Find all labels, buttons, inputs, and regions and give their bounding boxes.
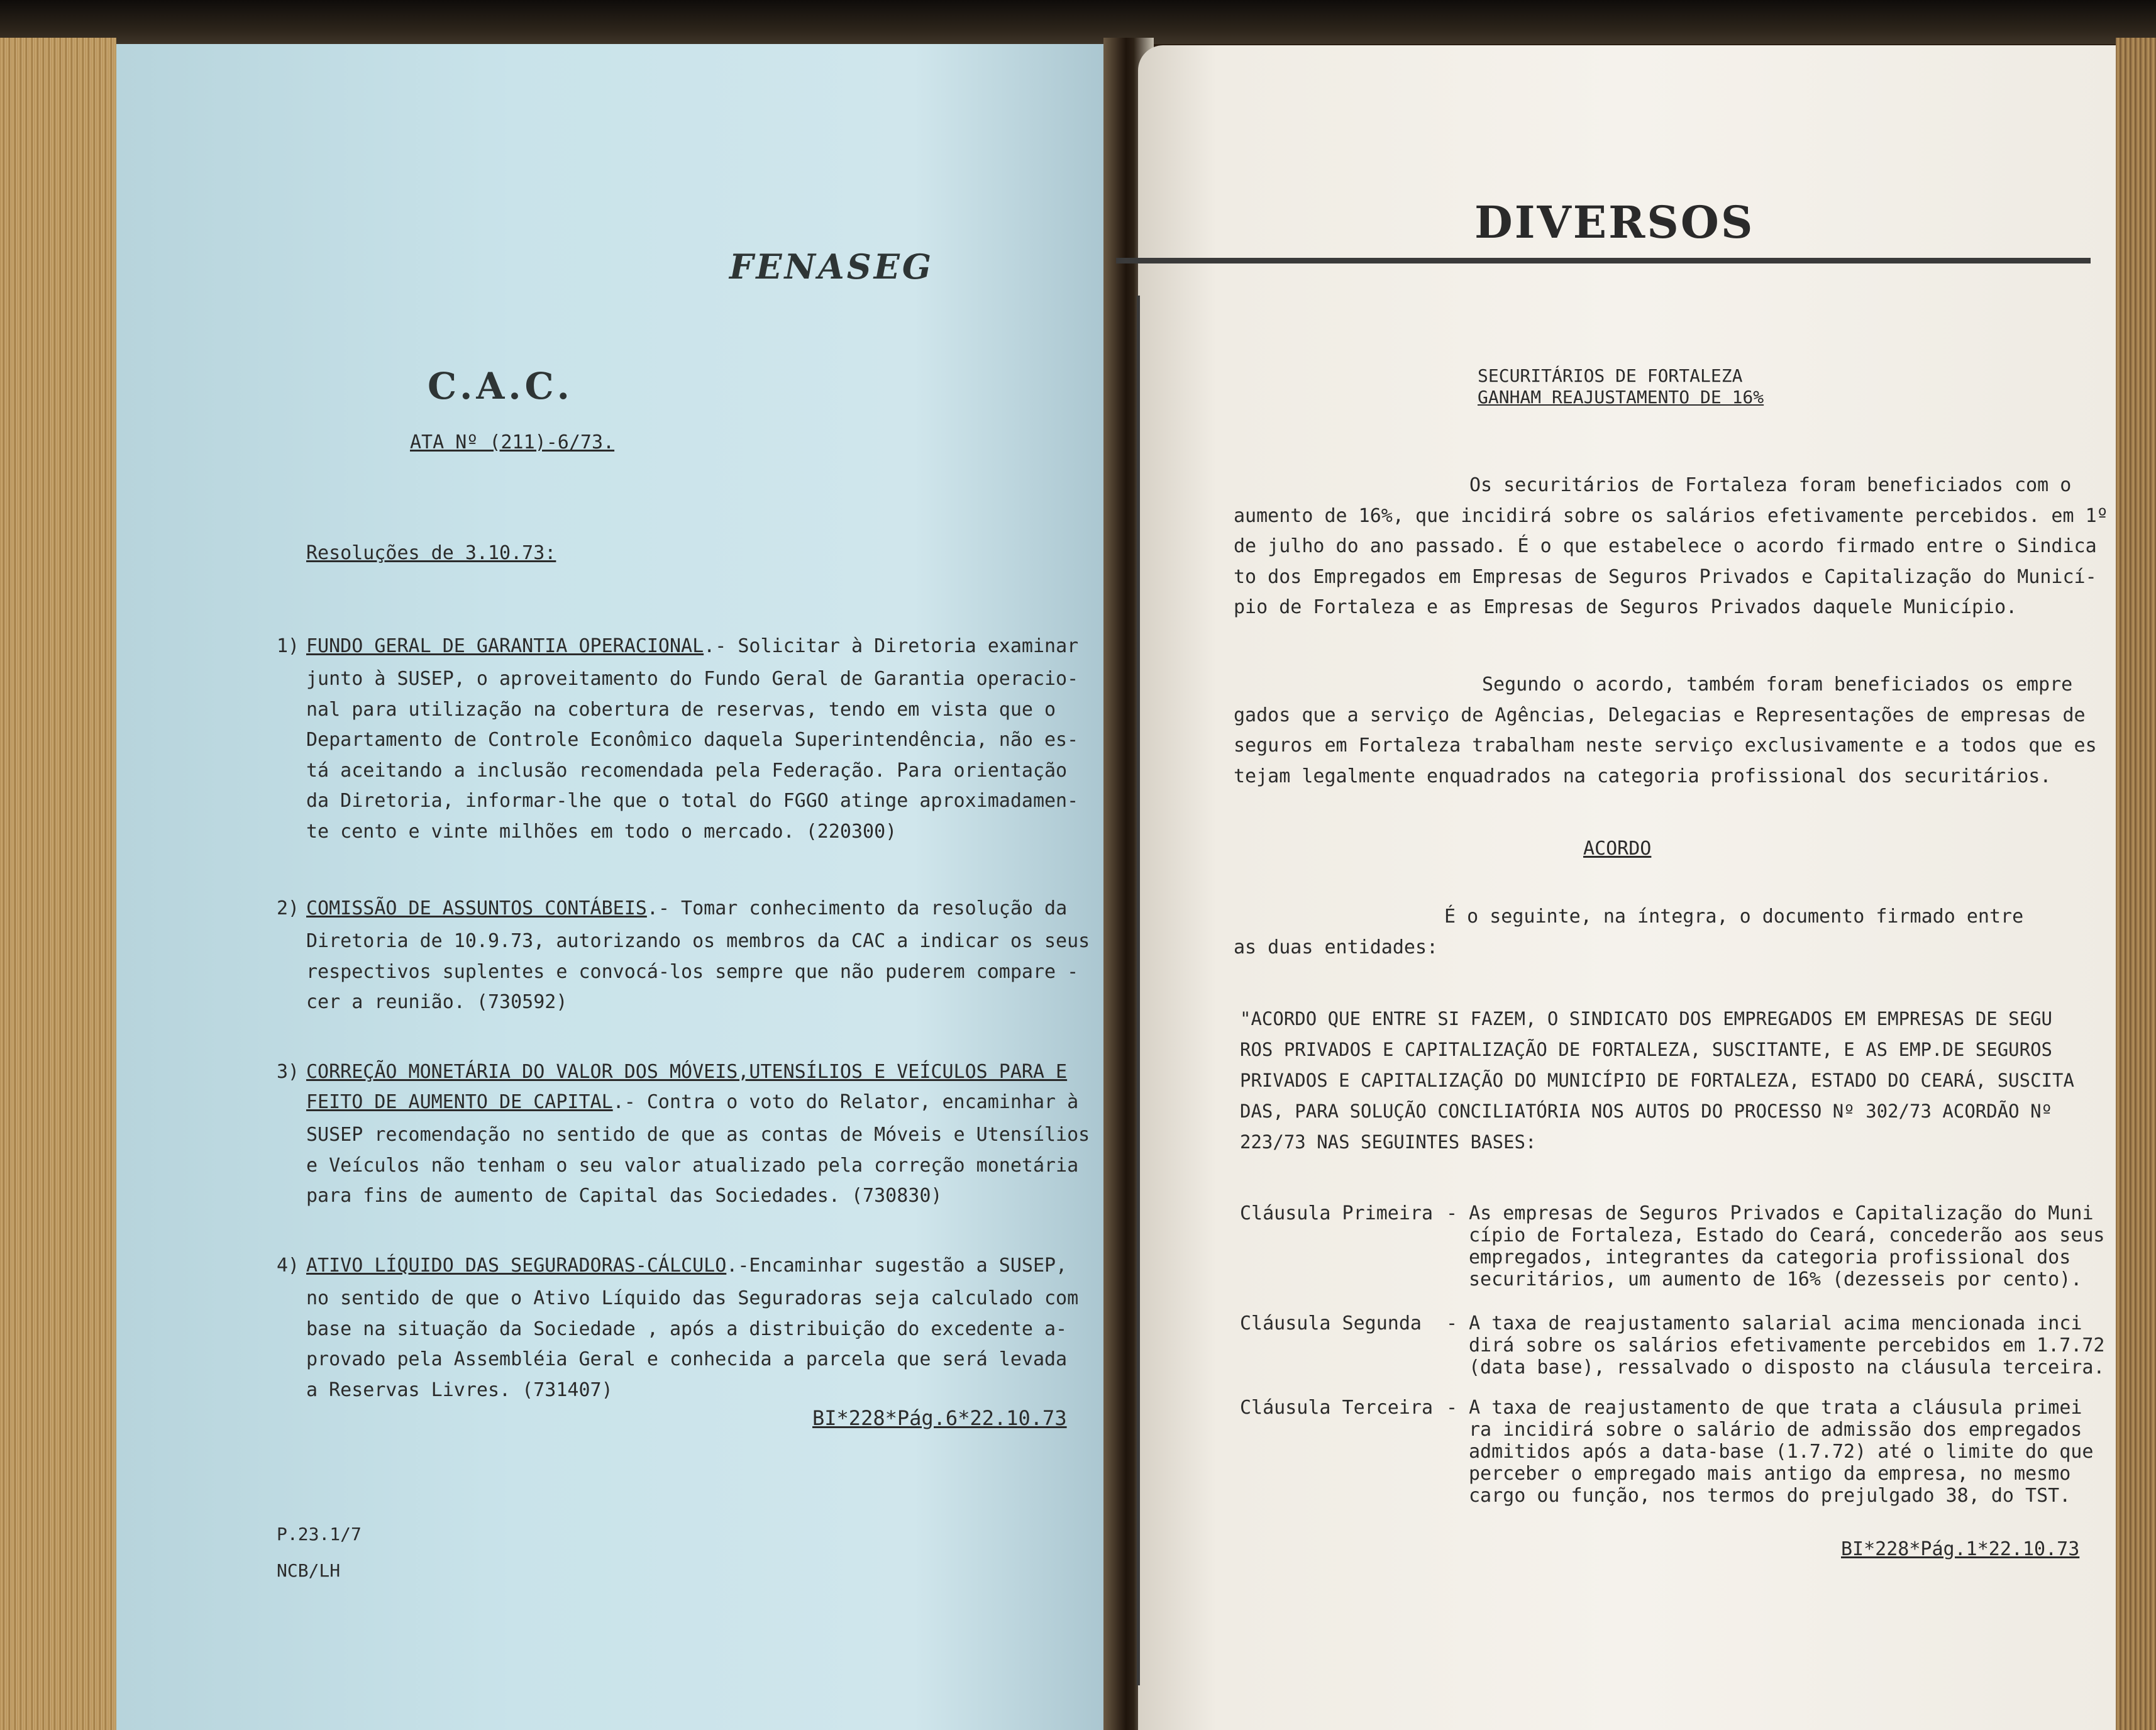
item-line: nal para utilização na cobertura de reservas, tendo em vista que o [306, 698, 1056, 721]
clause-body [1446, 1202, 2104, 1290]
ata-number: ATA Nº (211)-6/73. [410, 431, 615, 453]
right-footer-reference: BI*228*Pág.1*22.10.73 [1841, 1538, 2080, 1560]
item-line: da Diretoria, informar-lhe que o total do FGGO atinge aproximadamen- [306, 790, 1079, 812]
article-title-line-1: SECURITÁRIOS DE FORTALEZA [1478, 365, 1743, 386]
book-top-edge [0, 0, 2156, 44]
item-heading: COMISSÃO DE ASSUNTOS CONTÁBEIS [306, 897, 647, 919]
item-heading-continued: FEITO DE AUMENTO DE CAPITAL [306, 1091, 613, 1113]
item-line: a Reservas Livres. (731407) [306, 1378, 613, 1401]
paragraph-line: de julho do ano passado. É o que estabelece o acordo firmado entre o Sindica [1234, 535, 2097, 557]
left-footer-reference: BI*228*Pág.6*22.10.73 [812, 1406, 1067, 1430]
clause-line: - A taxa de reajustamento salarial acima mencionada inci [1446, 1312, 2082, 1334]
item-line: .-Encaminhar sugestão a SUSEP, [726, 1255, 1068, 1277]
paragraph-line: seguros em Fortaleza trabalham neste serviço exclusivamente e a todos que es [1234, 735, 2097, 757]
book-right-page-stack [2116, 38, 2156, 1730]
item-line: Diretoria de 10.9.73, autorizando os membros da CAC a indicar os seus [306, 930, 1090, 952]
item-line: e Veículos não tenham o seu valor atualizado pela correção monetária [306, 1154, 1079, 1177]
paragraph-line: Os securitários de Fortaleza foram beneficiados com o [1469, 474, 2072, 496]
clause-label: Cláusula Terceira [1240, 1397, 1434, 1419]
item-line: .- Contra o voto do Relator, encaminhar à [612, 1091, 1079, 1113]
item-number: 4) [277, 1255, 300, 1277]
item-line: respectivos suplentes e convocá-los sempre que não puderem compare - [306, 960, 1079, 983]
header-rule [1116, 258, 2091, 263]
item-line: Departamento de Controle Econômico daquela Superintendência, não es- [306, 729, 1079, 751]
book-left-page-stack [0, 38, 116, 1730]
item-heading: FUNDO GERAL DE GARANTIA OPERACIONAL [306, 635, 704, 657]
item-line: tá aceitando a inclusão recomendada pela Federação. Para orientação [306, 759, 1068, 782]
clause-label: Cláusula Primeira [1240, 1202, 1434, 1224]
clause-line: cípio de Fortaleza, Estado do Ceará, concederão aos seus [1469, 1224, 2105, 1246]
paragraph-line: to dos Empregados em Empresas de Seguros Privados e Capitalização do Municí- [1234, 565, 2097, 588]
margin-rule [1137, 296, 1140, 1685]
clause-line: (data base), ressalvado o disposto na cláusula terceira. [1469, 1356, 2105, 1378]
agreement-preamble [1240, 1004, 2074, 1158]
item-number: 2) [277, 897, 300, 919]
diversos-header: DIVERSOS [1474, 196, 1755, 248]
clause-body [1446, 1312, 2104, 1378]
acordo-heading: ACORDO [1583, 838, 1652, 860]
paragraph-3 [1234, 902, 2023, 963]
item-line: te cento e vinte milhões em todo o mercado. (220300) [306, 820, 897, 843]
item-line: SUSEP recomendação no sentido de que as contas de Móveis e Utensílios [306, 1124, 1090, 1146]
clause-body [1446, 1397, 2093, 1507]
fenaseg-header: FENASEG [729, 247, 934, 287]
paragraph-line: pio de Fortaleza e as Empresas de Seguros Privados daquele Município. [1234, 596, 2018, 618]
clause-line: perceber o empregado mais antigo da empresa, no mesmo [1469, 1463, 2071, 1485]
typist-initials: NCB/LH [277, 1560, 341, 1581]
item-line: no sentido de que o Ativo Líquido das Seguradoras seja calculado com [306, 1287, 1079, 1309]
item-number: 1) [277, 635, 300, 657]
preamble-line: ROS PRIVADOS E CAPITALIZAÇÃO DE FORTALEZA, SUSCITANTE, E AS EMP.DE SEGUROS [1240, 1039, 2053, 1060]
item-line: .- Tomar conhecimento da resolução da [646, 897, 1068, 919]
left-page [116, 44, 1113, 1730]
paragraph-line: tejam legalmente enquadrados na categoria profissional dos securitários. [1234, 765, 2052, 787]
preamble-line: DAS, PARA SOLUÇÃO CONCILIATÓRIA NOS AUTOS DO PROCESSO Nº 302/73 ACORDÃO Nº [1240, 1101, 2053, 1122]
clause-line: cargo ou função, nos termos do prejulgado 38, do TST. [1469, 1485, 2071, 1507]
item-line: .- Solicitar à Diretoria examinar [704, 635, 1079, 657]
clause-label: Cláusula Segunda [1240, 1312, 1422, 1334]
clause-line: empregados, integrantes da categoria profissional dos [1469, 1246, 2071, 1268]
item-number: 3) [277, 1061, 300, 1083]
item-heading: CORREÇÃO MONETÁRIA DO VALOR DOS MÓVEIS,UTENSÍLIOS E VEÍCULOS PARA E [306, 1061, 1068, 1083]
clause-line: securitários, um aumento de 16% (dezesseis por cento). [1469, 1268, 2082, 1290]
clause-line: dirá sobre os salários efetivamente percebidos em 1.7.72 [1469, 1334, 2105, 1356]
paragraph-line: as duas entidades: [1234, 936, 1439, 958]
paragraph-line: aumento de 16%, que incidirá sobre os salários efetivamente percebidos. em 1º [1234, 504, 2108, 527]
article-title-line-2: GANHAM REAJUSTAMENTO DE 16% [1478, 387, 1764, 408]
item-line: cer a reunião. (730592) [306, 991, 568, 1013]
paragraph-line: É o seguinte, na íntegra, o documento firmado entre [1444, 906, 2024, 928]
clause-line: - A taxa de reajustamento de que trata a cláusula primei [1446, 1397, 2082, 1419]
preamble-line: 223/73 NAS SEGUINTES BASES: [1240, 1131, 1537, 1153]
clause-line: ra incidirá sobre o salário de admissão dos empregados [1469, 1419, 2082, 1441]
item-line: provado pela Assembléia Geral e conhecida a parcela que será levada [306, 1348, 1068, 1370]
preamble-line: "ACORDO QUE ENTRE SI FAZEM, O SINDICATO DOS EMPREGADOS EM EMPRESAS DE SEGU [1240, 1008, 2053, 1029]
resolucoes-date: Resoluções de 3.10.73: [306, 542, 556, 564]
paragraph-line: gados que a serviço de Agências, Delegacias e Representações de empresas de [1234, 704, 2086, 726]
item-line: base na situação da Sociedade , após a distribuição do excedente a- [306, 1317, 1068, 1340]
preamble-line: PRIVADOS E CAPITALIZAÇÃO DO MUNICÍPIO DE FORTALEZA, ESTADO DO CEARÁ, SUSCITA [1240, 1070, 2074, 1091]
paragraph-line: Segundo o acordo, também foram beneficiados os empre [1482, 674, 2073, 696]
clause-line: - As empresas de Seguros Privados e Capitalização do Muni [1446, 1202, 2094, 1224]
item-line: junto à SUSEP, o aproveitamento do Fundo Geral de Garantia operacio- [306, 668, 1079, 690]
paragraph-2 [1234, 670, 2097, 792]
clause-line: admitidos após a data-base (1.7.72) até o limite do que [1469, 1441, 2094, 1463]
page-code: P.23.1/7 [277, 1524, 362, 1544]
cac-title: C.A.C. [428, 365, 573, 408]
paragraph-1 [1234, 470, 2108, 623]
item-heading: ATIVO LÍQUIDO DAS SEGURADORAS-CÁLCULO [306, 1255, 727, 1277]
item-line: para fins de aumento de Capital das Sociedades. (730830) [306, 1185, 943, 1207]
